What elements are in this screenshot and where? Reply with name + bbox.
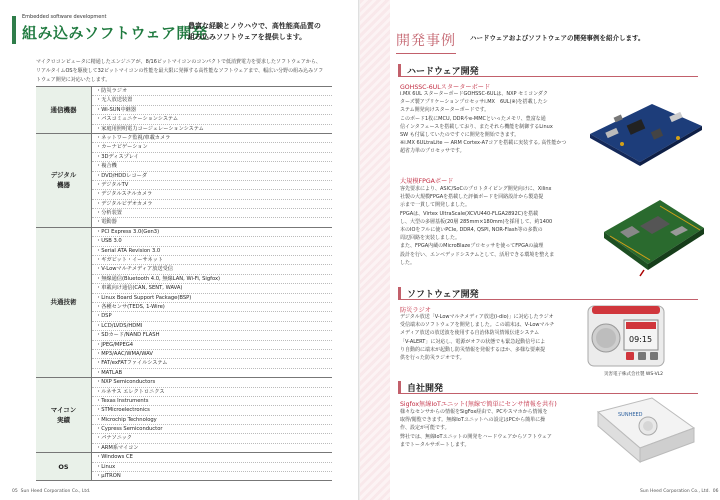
table-items — [92, 134, 332, 227]
table-item: ・ルネサス エレクトロニクス — [92, 388, 332, 397]
table-item: ・MATLAB — [96, 369, 123, 376]
text-line: 示まで一貫して開発しました。 — [400, 202, 471, 209]
text-line: i.MX 6UL スターターボードGOHSSC-6ULは、NXP セミコンダク — [400, 91, 548, 97]
text-line: ターズ製アプリケーションプロセッサi.MX 6UL(※)を搭載したシ — [400, 99, 548, 106]
table-group — [36, 227, 332, 377]
case-title-starter-board: GOHSSC-6ULスターターボード — [400, 84, 491, 91]
text-line: までトータルサポートします。 — [400, 441, 470, 448]
table-item: ・分析装置 — [92, 209, 332, 218]
software-heading: ソフトウェア開発 — [398, 287, 479, 300]
table-item: ・µITRON — [96, 473, 121, 480]
text-line: 様々なセンサからの情報をSigFox経由で、PCやスマホから情報を — [400, 409, 548, 415]
table-item: ・JPEG/MPEG4 — [92, 341, 332, 350]
text-line: 信インタフェースを搭載しており、またそれら機能を制御するLinux — [400, 123, 553, 130]
table-item: ・PCI Express 3.0(Gen3) — [92, 228, 332, 237]
table-item: ・無線通信(Bluetooth 4.0, 無線LAN, Wi-Fi, Sigfox) — [92, 275, 332, 284]
hardware-heading-rule — [398, 76, 698, 77]
table-item: ・ネットワーク監視/車載カメラ — [92, 134, 332, 143]
table-category: OS — [36, 453, 92, 480]
table-item: ・ギガビット・イーサネット — [92, 256, 332, 265]
table-category: デジタル 機器 — [36, 134, 92, 227]
table-group — [36, 377, 332, 452]
table-item: ・家庭用照明電力コージェレーションシステム — [96, 125, 204, 132]
table-items — [92, 87, 332, 133]
own-dev-heading: 自社開発 — [398, 381, 443, 394]
table-item: ・SDカード/NAND FLASH — [92, 331, 332, 340]
decorative-stripes — [360, 0, 390, 500]
disaster-radio-photo — [586, 300, 666, 370]
text-line: 供を行った防災ラジオです。 — [400, 355, 465, 362]
text-line: 弊社では、無線IoTユニットの開発をハードウェアからソフトウェア — [400, 433, 552, 440]
right-catch-copy: ハードウェアおよびソフトウェアの開発事例を紹介します。 — [470, 34, 645, 42]
catch-copy: 豊富な経験とノウハウで、高性能高品質の 組み込みソフトウェアを提供します。 — [188, 22, 321, 41]
table-item: ・車載向け通信(CAN, SENT, WAVA) — [92, 284, 332, 293]
text-line: また、FPGA内蔵のMicroBlazeプロセッサを使ってFPGAの論理 — [400, 243, 544, 250]
case-title-fpga-board: 大規模FPGAボード — [400, 178, 454, 185]
table-category: マイコン 実績 — [36, 378, 92, 452]
table-items — [92, 378, 332, 452]
table-item: ・DSP — [92, 312, 332, 321]
text-line: 受信端末のソフトウェアを開発しました。この端末は、V-Lowマルチ — [400, 322, 555, 329]
table-item: ・Cypress Semiconductor — [92, 425, 332, 434]
table-item: ・Linux — [92, 463, 332, 472]
table-category: 通信機器 — [36, 87, 92, 133]
table-item: ・パスコミュニケーションシステム — [92, 115, 332, 124]
case-text-sigfox-unit — [400, 408, 596, 449]
text-line: り自動的に端末が起動し防災情報を発報するほか、多様な要素提 — [400, 346, 546, 353]
radio-display-time: 09:15 — [629, 335, 653, 344]
text-line: 本のIOをフルに使いPCIe, DDR4, QSPI, NOR-Flash等の多数の — [400, 227, 543, 234]
text-line: このボード1枚にMCU, DDRやe-MMCといったメモリ、豊富な通 — [400, 115, 546, 122]
case-text-starter-board — [400, 90, 580, 156]
table-item: ・複合機 — [92, 162, 332, 171]
intro-text: マイクロコンピュータに精通したエンジニアが、8/16ビットマイコンのコンパクトで低消費電力を要求したソフトウェアから、 リアルタイムOSを駆使して32ビットマイコンの性能を最大限に発揮する高性能なソフトウェアまで、幅広い分野の組み込みソフ トウェア開発に対応いたします。 — [36, 59, 324, 83]
radio-caption: 災害電子株式会社製 WS-VL2 — [604, 372, 664, 377]
text-line: 超省力単のプロセッサです。 — [400, 148, 465, 155]
text-line: 周辺回路を実装しました。 — [400, 235, 461, 242]
case-title-disaster-radio: 防災ラジオ — [400, 307, 431, 314]
table-item: ・Microchip Technology — [92, 416, 332, 425]
text-line: 客先要求により、ASIC/SoCのプロトタイピング開発向けに、Xilinx — [400, 186, 552, 192]
text-line: SW も付属していたのですぐに開発を開始できます。 — [400, 132, 520, 139]
right-page-title: 開発事例 — [396, 30, 456, 50]
table-item: ・パナソニック — [92, 434, 332, 443]
table-item: ・LCD/LVDS/HDMI — [92, 322, 332, 331]
text-line: 社製の大規模FPGAを搭載した評価ボードを回路設計から製造提 — [400, 194, 544, 201]
table-item: ・USB 3.0 — [92, 237, 332, 246]
table-item: ・Windows CE — [92, 453, 332, 462]
table-item: ・Wi-SUN中継器 — [92, 106, 332, 115]
table-item: ・STMicroelectronics — [92, 406, 332, 415]
table-item: ・DVD/HDDレコーダ — [92, 172, 332, 181]
table-group — [36, 452, 332, 481]
table-item: ・ARM系マイコン — [96, 444, 139, 451]
capability-table — [36, 86, 332, 481]
table-item: ・Texas Instruments — [92, 397, 332, 406]
text-line: 作、設定が可能です。 — [400, 425, 450, 432]
table-item: ・カーナビゲーション — [92, 143, 332, 152]
page-title: 組み込みソフトウェア開発 — [22, 24, 208, 42]
text-line: した。 — [400, 259, 416, 266]
table-item: ・各種センサ(TEDS, 1-Wire) — [92, 303, 332, 312]
table-item: ・MP3/AAC/WMA/WAV — [92, 350, 332, 359]
text-line: し、大型の多層基板(20層 285mm×180mm)を採用して、約1400 — [400, 218, 553, 225]
table-items — [92, 453, 332, 480]
table-category: 共通技術 — [36, 228, 92, 377]
text-line: デジタル放送「V-Lowマルチメディア放送(i-dio)」に対応したラジオ — [400, 314, 554, 320]
table-item: ・防災ラジオ — [92, 87, 332, 96]
text-line: 取得/閲覧できます。無線IoTユニットへの設定はPCから簡単に操 — [400, 417, 546, 424]
table-items — [92, 228, 332, 377]
case-text-fpga-board — [400, 185, 596, 267]
section-subtitle-en: Embedded software development — [22, 14, 107, 20]
sigfox-iot-unit-photo — [590, 392, 700, 474]
text-line: 「V-ALERT」に対応し、電源がオフの状態でも緊急起動信号によ — [400, 338, 546, 345]
text-line: ※i.MX 6ULtraLite — ARM Cortex-A7コアを搭載に実装する, 高性能かつ — [400, 140, 567, 147]
case-text-disaster-radio — [400, 313, 580, 362]
table-item: ・デジタルTV — [92, 181, 332, 190]
table-item: ・无人放送装置 — [92, 96, 332, 105]
table-group — [36, 86, 332, 133]
footer-left: 05 Sun Heed Corporation Co., Ltd. — [12, 489, 91, 494]
case-title-sigfox-unit: Sigfox無線IoTユニット(無線で簡単にセンサ情報を共有) — [400, 401, 557, 408]
footer-right: Sun Heed Corporation Co., Ltd. 06 — [640, 489, 719, 494]
table-item: ・デジタルスチルカメラ — [92, 190, 332, 199]
text-line: ステム開発向けスターターボードです。 — [400, 107, 490, 114]
text-line: 設計を行い、エンベデッドシステムとして、活用できる環境を整えま — [400, 251, 555, 258]
fpga-board-photo — [600, 192, 706, 284]
hardware-heading: ハードウェア開発 — [398, 64, 479, 77]
table-group — [36, 133, 332, 227]
device-brand-label: SUNHEED — [618, 412, 643, 418]
table-item: ・NXP Semiconductors — [92, 378, 332, 387]
table-item: ・電動器 — [96, 219, 117, 226]
table-item: ・3Dディスプレイ — [92, 153, 332, 162]
table-item: ・Serial ATA Revision 3.0 — [92, 247, 332, 256]
table-item: ・Linux Board Support Package(BSP) — [92, 294, 332, 303]
table-item: ・デジタルビデオカメラ — [92, 200, 332, 209]
table-item: ・FAT/exFATファイルシステム — [92, 359, 332, 368]
table-item: ・V-Lowマルチメディア放送受信 — [92, 265, 332, 274]
starter-board-photo — [582, 82, 707, 170]
text-line: FPGAは、Virtex UltraScale(XCVU440-FLGA2892C)を搭載 — [400, 210, 539, 217]
text-line: メディア放送の放送波を使用する自治体防災情報伝達システム — [400, 330, 540, 337]
title-accent-bar — [12, 16, 16, 44]
